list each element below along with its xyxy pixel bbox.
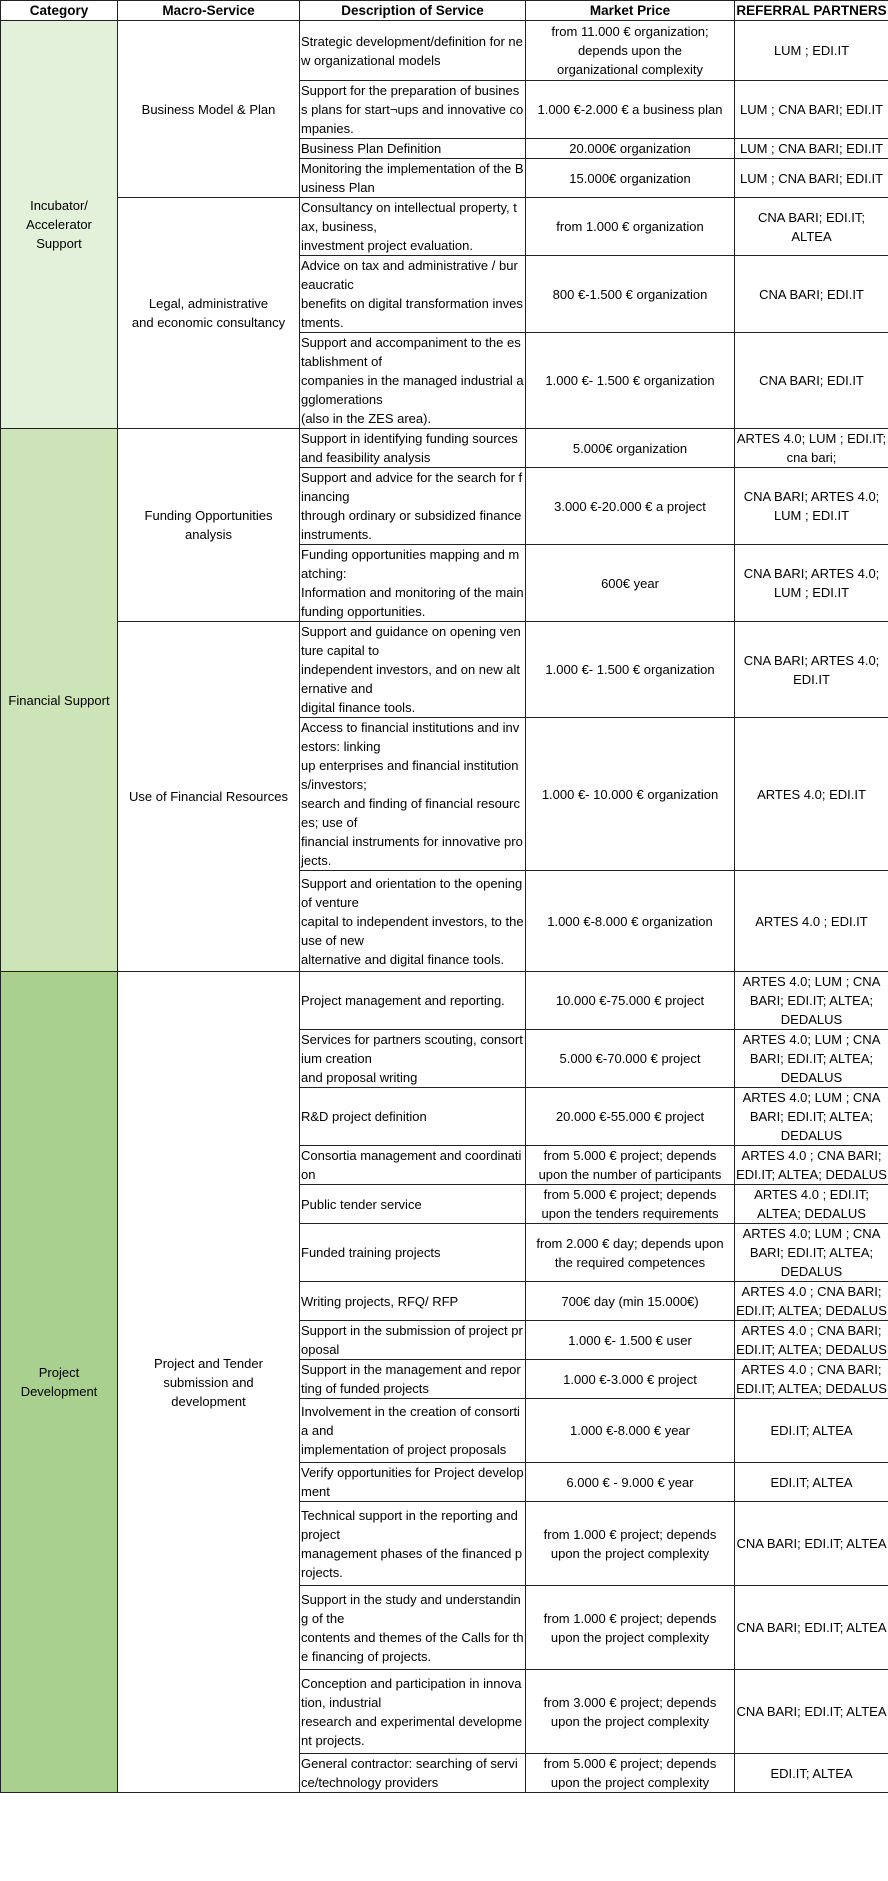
referral-partners-cell xyxy=(735,1321,888,1360)
referral-partners-cell xyxy=(735,429,888,468)
market-price-cell xyxy=(526,1586,735,1670)
referral-partners-text: ARTES 4.0; LUM ; CNA BARI; EDI.IT; ALTEA; DEDALUS xyxy=(742,1226,881,1279)
market-price-text: 6.000 € - 9.000 € year xyxy=(566,1474,694,1490)
market-price-cell xyxy=(526,1224,735,1282)
market-price-cell xyxy=(526,1088,735,1146)
service-row xyxy=(1,622,888,718)
description-text: Access to financial institutions and investors: linking up enterprises and financial institutions/investors; search and finding of financial resources; use of financial instruments for innovative projects. xyxy=(301,720,523,868)
market-price-cell xyxy=(526,468,735,545)
referral-partners-cell xyxy=(735,1399,888,1463)
description-cell xyxy=(300,256,526,333)
description-text: Involvement in the creation of consortia and implementation of project proposals xyxy=(301,1404,520,1457)
market-price-cell xyxy=(526,1146,735,1185)
category-label: Project Development xyxy=(20,1365,98,1399)
service-row xyxy=(1,972,888,1030)
description-cell xyxy=(300,468,526,545)
referral-partners-cell xyxy=(735,1754,888,1793)
category-cell xyxy=(1,21,118,429)
description-cell xyxy=(300,1502,526,1586)
description-text: Strategic development/definition for new organizational models xyxy=(301,33,523,68)
description-text: Support and advice for the search for financing through ordinary or subsidized finance instruments. xyxy=(301,470,523,542)
macro-service-cell xyxy=(118,198,300,429)
market-price-text: 1.000 €-2.000 € a business plan xyxy=(537,102,723,117)
market-price-cell xyxy=(526,1670,735,1754)
referral-partners-text: CNA BARI; EDI.IT xyxy=(759,286,864,302)
description-cell xyxy=(300,198,526,256)
macro-service-cell xyxy=(118,21,300,198)
referral-partners-text: LUM ; EDI.IT xyxy=(773,43,850,58)
market-price-text: 1.000 €- 1.500 € organization xyxy=(545,662,715,677)
description-text: Support in the study and understanding of the contents and themes of the Calls for the financing of projects. xyxy=(301,1591,524,1664)
description-cell xyxy=(300,1360,526,1399)
referral-partners-cell xyxy=(735,545,888,622)
category-cell xyxy=(1,972,118,1793)
referral-partners-text: CNA BARI; ARTES 4.0; EDI.IT xyxy=(743,652,880,687)
description-cell xyxy=(300,1586,526,1670)
referral-partners-text: CNA BARI; EDI.IT; ALTEA xyxy=(736,1620,887,1635)
referral-partners-cell xyxy=(735,198,888,256)
market-price-cell xyxy=(526,159,735,198)
service-row xyxy=(1,21,888,81)
description-cell xyxy=(300,429,526,468)
category-cell xyxy=(1,429,118,972)
header-referral-partners: REFERRAL PARTNERS xyxy=(735,1,888,21)
description-cell xyxy=(300,21,526,81)
referral-partners-text: CNA BARI; EDI.IT xyxy=(759,373,864,388)
referral-partners-cell xyxy=(735,1670,888,1754)
description-text: Monitoring the implementation of the Business Plan xyxy=(301,161,524,195)
market-price-cell xyxy=(526,139,735,159)
referral-partners-cell xyxy=(735,1185,888,1224)
market-price-cell xyxy=(526,871,735,972)
referral-partners-text: CNA BARI; ARTES 4.0; LUM ; EDI.IT xyxy=(743,566,880,600)
referral-partners-cell xyxy=(735,622,888,718)
description-cell xyxy=(300,972,526,1030)
market-price-text: from 5.000 € project; depends upon the number of participants xyxy=(538,1148,722,1182)
market-price-text: 20.000 €-55.000 € project xyxy=(555,1109,705,1124)
description-text: Technical support in the reporting and project management phases of the financed projects. xyxy=(301,1507,523,1580)
description-text: Support and accompaniment to the establishment of companies in the managed industrial agglomerations (also in the ZES area). xyxy=(301,335,524,426)
market-price-text: from 11.000 € organization; depends upon the organizational complexity xyxy=(551,24,709,77)
market-price-cell xyxy=(526,972,735,1030)
category-label: Financial Support xyxy=(8,692,110,708)
referral-partners-text: ARTES 4.0 ; CNA BARI; EDI.IT; ALTEA; DEDALUS xyxy=(736,1323,887,1357)
referral-partners-text: ARTES 4.0 ; CNA BARI; EDI.IT; ALTEA; DEDALUS xyxy=(736,1284,887,1318)
market-price-cell xyxy=(526,1754,735,1793)
description-cell xyxy=(300,871,526,972)
market-price-cell xyxy=(526,1185,735,1224)
market-price-cell xyxy=(526,545,735,622)
market-price-text: 1.000 €- 10.000 € organization xyxy=(541,786,719,802)
referral-partners-text: ARTES 4.0 ; EDI.IT xyxy=(755,913,868,929)
referral-partners-text: CNA BARI; EDI.IT; ALTEA xyxy=(736,1536,887,1551)
market-price-cell xyxy=(526,81,735,139)
description-cell xyxy=(300,81,526,139)
referral-partners-text: EDI.IT; ALTEA xyxy=(770,1474,853,1490)
macro-service-label: Legal, administrative and economic consultancy xyxy=(131,296,286,330)
market-price-text: from 2.000 € day; depends upon the required competences xyxy=(536,1235,724,1270)
referral-partners-text: CNA BARI; ARTES 4.0; LUM ; EDI.IT xyxy=(743,489,880,523)
description-cell xyxy=(300,1463,526,1502)
market-price-cell xyxy=(526,718,735,871)
market-price-cell xyxy=(526,256,735,333)
market-price-text: from 1.000 € project; depends upon the project complexity xyxy=(543,1526,717,1561)
description-cell xyxy=(300,1754,526,1793)
description-cell xyxy=(300,1282,526,1321)
description-cell xyxy=(300,622,526,718)
header-description: Description of Service xyxy=(300,1,526,21)
referral-partners-text: ARTES 4.0; LUM ; CNA BARI; EDI.IT; ALTEA; DEDALUS xyxy=(742,1090,881,1143)
market-price-text: from 1.000 € organization xyxy=(556,219,704,234)
description-text: Consortia management and coordination xyxy=(301,1148,522,1182)
referral-partners-text: CNA BARI; EDI.IT; ALTEA xyxy=(758,209,865,244)
header-row xyxy=(1,1,888,21)
referral-partners-cell xyxy=(735,1282,888,1321)
market-price-text: from 5.000 € project; depends upon the tenders requirements xyxy=(541,1187,719,1221)
referral-partners-text: ARTES 4.0; EDI.IT xyxy=(757,786,866,802)
description-text: Business Plan Definition xyxy=(301,141,442,156)
referral-partners-cell xyxy=(735,1463,888,1502)
macro-service-label: Project and Tender submission and development xyxy=(154,1355,263,1409)
header-category: Category xyxy=(1,1,118,21)
referral-partners-text: LUM ; CNA BARI; EDI.IT xyxy=(739,141,884,156)
header-market-price: Market Price xyxy=(526,1,735,21)
market-price-cell xyxy=(526,1030,735,1088)
header-macro-service: Macro-Service xyxy=(118,1,300,21)
referral-partners-text: ARTES 4.0; LUM ; EDI.IT; cna bari; xyxy=(736,431,887,465)
description-cell xyxy=(300,545,526,622)
market-price-cell xyxy=(526,333,735,429)
market-price-text: 800 €-1.500 € organization xyxy=(552,286,708,302)
market-price-text: 700€ day (min 15.000€) xyxy=(561,1293,699,1309)
market-price-text: 1.000 €- 1.500 € user xyxy=(568,1332,692,1348)
referral-partners-cell xyxy=(735,1030,888,1088)
referral-partners-cell xyxy=(735,159,888,198)
referral-partners-cell xyxy=(735,1224,888,1282)
market-price-text: 5.000€ organization xyxy=(572,440,688,456)
description-text: Public tender service xyxy=(301,1196,422,1212)
description-text: Consultancy on intellectual property, tax, business, investment project evaluation. xyxy=(301,200,517,253)
description-text: R&D project definition xyxy=(301,1109,427,1124)
description-text: Support in the submission of project proposal xyxy=(301,1323,523,1357)
service-row xyxy=(1,198,888,256)
referral-partners-text: CNA BARI; EDI.IT; ALTEA xyxy=(736,1704,887,1719)
description-text: Conception and participation in innovation, industrial research and experimental development projects. xyxy=(301,1675,523,1748)
macro-service-cell xyxy=(118,972,300,1793)
market-price-text: 1.000 €-3.000 € project xyxy=(563,1371,697,1387)
description-text: Advice on tax and administrative / bureaucratic benefits on digital transformation investments. xyxy=(301,258,523,330)
market-price-cell xyxy=(526,1463,735,1502)
description-cell xyxy=(300,1185,526,1224)
referral-partners-text: ARTES 4.0 ; CNA BARI; EDI.IT; ALTEA; DEDALUS xyxy=(736,1148,887,1182)
referral-partners-cell xyxy=(735,468,888,545)
referral-partners-cell xyxy=(735,21,888,81)
market-price-text: 1.000 €-8.000 € year xyxy=(570,1423,690,1438)
market-price-text: 5.000 €-70.000 € project xyxy=(559,1051,701,1066)
market-price-text: 10.000 €-75.000 € project xyxy=(555,993,705,1008)
referral-partners-text: ARTES 4.0; LUM ; CNA BARI; EDI.IT; ALTEA; DEDALUS xyxy=(742,974,881,1027)
referral-partners-cell xyxy=(735,1146,888,1185)
referral-partners-cell xyxy=(735,256,888,333)
description-text: Funding opportunities mapping and matching: Information and monitoring of the main funding opportunities. xyxy=(301,547,524,619)
description-cell xyxy=(300,1399,526,1463)
description-cell xyxy=(300,1146,526,1185)
description-text: Support for the preparation of business plans for start¬ups and innovative companies. xyxy=(301,83,524,136)
market-price-cell xyxy=(526,622,735,718)
referral-partners-cell xyxy=(735,871,888,972)
market-price-text: 3.000 €-20.000 € a project xyxy=(554,498,706,514)
referral-partners-cell xyxy=(735,81,888,139)
market-price-text: from 3.000 € project; depends upon the project complexity xyxy=(543,1694,717,1729)
market-price-text: 20.000€ organization xyxy=(569,141,691,156)
description-text: Writing projects, RFQ/ RFP xyxy=(301,1293,459,1309)
referral-partners-text: LUM ; CNA BARI; EDI.IT xyxy=(739,102,884,117)
description-cell xyxy=(300,1088,526,1146)
description-cell xyxy=(300,159,526,198)
referral-partners-cell xyxy=(735,333,888,429)
description-text: Support and orientation to the opening of venture capital to independent investors, to the use of new alternative and digital finance tools. xyxy=(301,875,524,967)
referral-partners-cell xyxy=(735,972,888,1030)
market-price-text: 1.000 €-8.000 € organization xyxy=(547,913,713,929)
referral-partners-text: EDI.IT; ALTEA xyxy=(770,1765,853,1781)
market-price-text: 600€ year xyxy=(601,575,659,591)
services-table-body xyxy=(1,21,888,1793)
referral-partners-cell xyxy=(735,1088,888,1146)
description-text: General contractor: searching of service/technology providers xyxy=(301,1756,518,1790)
referral-partners-cell xyxy=(735,139,888,159)
description-cell xyxy=(300,1030,526,1088)
description-text: Support and guidance on opening venture capital to independent investors, and on new alternative and digital finance tools. xyxy=(301,624,521,715)
market-price-cell xyxy=(526,198,735,256)
referral-partners-cell xyxy=(735,1360,888,1399)
description-cell xyxy=(300,333,526,429)
description-cell xyxy=(300,718,526,871)
description-cell xyxy=(300,1321,526,1360)
referral-partners-text: LUM ; CNA BARI; EDI.IT xyxy=(739,170,884,186)
market-price-cell xyxy=(526,1399,735,1463)
referral-partners-cell xyxy=(735,1586,888,1670)
category-label: Incubator/ Accelerator Support xyxy=(26,198,92,251)
market-price-cell xyxy=(526,429,735,468)
market-price-text: 1.000 €- 1.500 € organization xyxy=(545,373,715,388)
market-price-cell xyxy=(526,21,735,81)
market-price-text: 15.000€ organization xyxy=(569,170,691,186)
market-price-cell xyxy=(526,1502,735,1586)
description-text: Support in identifying funding sources and feasibility analysis xyxy=(301,431,518,465)
description-text: Support in the management and reporting of funded projects xyxy=(301,1362,521,1396)
market-price-text: from 5.000 € project; depends upon the project complexity xyxy=(543,1756,717,1790)
market-price-cell xyxy=(526,1321,735,1360)
referral-partners-text: ARTES 4.0 ; EDI.IT; ALTEA; DEDALUS xyxy=(754,1187,869,1221)
market-price-text: from 1.000 € project; depends upon the project complexity xyxy=(543,1610,717,1645)
macro-service-cell xyxy=(118,429,300,622)
description-cell xyxy=(300,139,526,159)
description-text: Project management and reporting. xyxy=(301,993,505,1008)
macro-service-label: Business Model & Plan xyxy=(141,101,276,117)
service-row xyxy=(1,429,888,468)
market-price-cell xyxy=(526,1360,735,1399)
referral-partners-cell xyxy=(735,1502,888,1586)
macro-service-cell xyxy=(118,622,300,972)
description-text: Services for partners scouting, consortium creation and proposal writing xyxy=(301,1032,523,1085)
description-text: Verify opportunities for Project development xyxy=(301,1465,524,1499)
description-cell xyxy=(300,1670,526,1754)
referral-partners-cell xyxy=(735,718,888,871)
market-price-cell xyxy=(526,1282,735,1321)
referral-partners-text: ARTES 4.0; LUM ; CNA BARI; EDI.IT; ALTEA; DEDALUS xyxy=(742,1032,881,1085)
referral-partners-text: ARTES 4.0 ; CNA BARI; EDI.IT; ALTEA; DEDALUS xyxy=(736,1362,887,1396)
description-text: Funded training projects xyxy=(301,1245,441,1260)
description-cell xyxy=(300,1224,526,1282)
referral-partners-text: EDI.IT; ALTEA xyxy=(770,1423,853,1438)
macro-service-label: Use of Financial Resources xyxy=(129,789,288,804)
macro-service-label: Funding Opportunities analysis xyxy=(144,508,273,542)
